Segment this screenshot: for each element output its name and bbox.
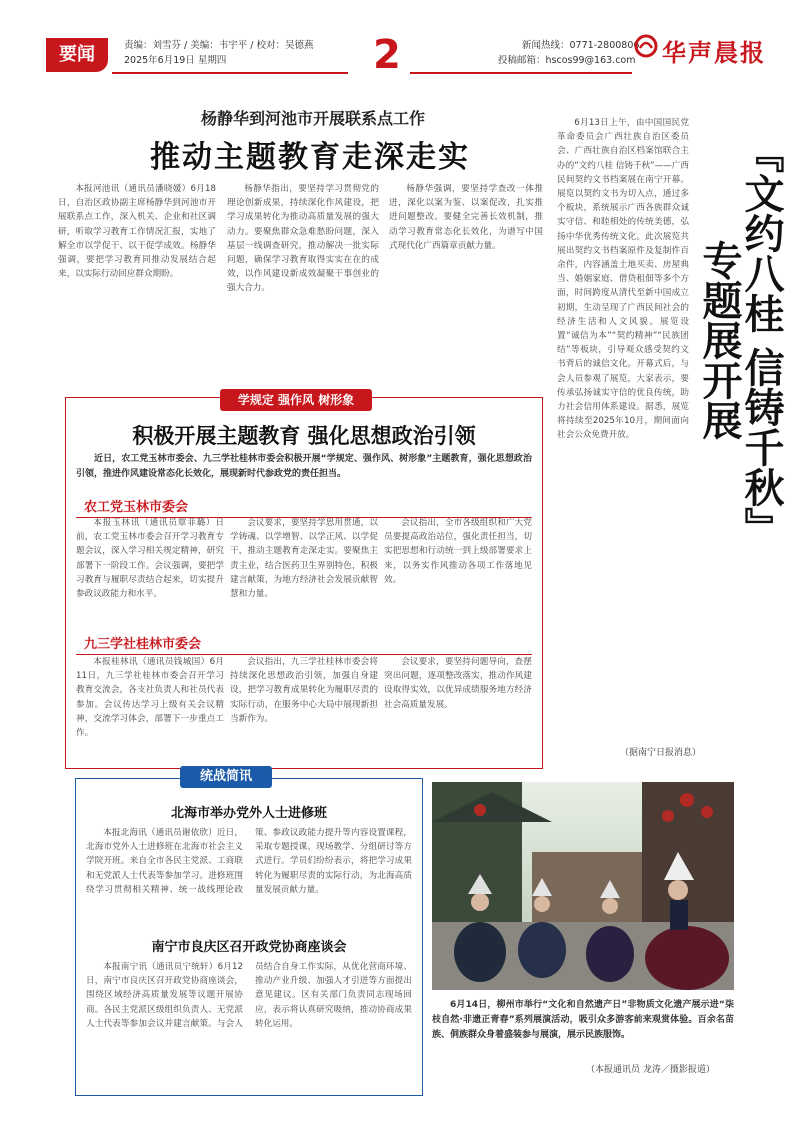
section-tag: 要闻	[46, 38, 108, 72]
theme-intro: 近日，农工党玉林市委会、九三学社桂林市委会积极开展“学规定、强作风、树形象”主题教育，强化思想政治引领，推进作风建设常态化长效化，展现新时代参政党的责任担当。	[76, 454, 532, 479]
lead-col-1: 本报河池讯（通讯员潘晓媛）6月18日，自治区政协副主席杨静华到河池市开展联系点工作，深入机关、企业和社区调研，听取学习教育工作情况汇报，实地了解全市以学促干、以干促学成效。杨静华强调，要把学习教育同推动发展结合起来，以实际行动回应群众期盼。	[58, 184, 216, 280]
unit2-col-1: 本报桂林讯（通讯员钱城国）6月11日，九三学社桂林市委会召开学习教育交流会，各支社负责人和社员代表参加。会议传达学习上级有关会议精神，交流学习体会，部署下一步重点工作。	[76, 657, 224, 739]
unit1-col-2: 会议要求，要坚持学思用贯通，以学铸魂、以学增智、以学正风、以学促干，推动主题教育走深走实。要聚焦主责主业，结合医药卫生界别特色，积极建言献策，为地方经济社会发展贡献智慧和力量。	[230, 518, 378, 600]
lead-kicker: 杨静华到河池市开展联系点工作	[200, 109, 425, 128]
date-line: 2025年6月19日 星期四	[124, 55, 227, 66]
unit2-col-3: 会议要求，要坚持问题导向，查摆突出问题，逐项整改落实，推动作风建设取得实效，以优异成绩服务地方经济社会高质量发展。	[384, 657, 532, 710]
theme-banner: 学规定 强作风 树形象	[220, 389, 372, 411]
unit1-col-1: 本报玉林讯（通讯员覃菲璐）日前，农工党玉林市委会召开学习教育专题会议，深入学习相关规定精神，研究部署下一阶段工作。会议强调，要把学习教育与履职尽责结合起来，切实提升参政议政能力和水平。	[76, 518, 224, 600]
unit1-col-3: 会议指出，全市各级组织和广大党员要提高政治站位，强化责任担当，切实把思想和行动统一到上级部署要求上来，以务实作风推动各项工作落地见效。	[384, 518, 532, 585]
unit2-header: 九三学社桂林市委会	[76, 630, 532, 655]
paper-logo-icon	[634, 34, 658, 58]
brief1-body: 本报北海讯（通讯员谢依欣）近日，北海市党外人士进修班在北海市社会主义学院开班。来自全市各民主党派、工商联和无党派人士代表等参加学习。进修班围绕学习贯彻相关精神、统一战线理论政策、参政议政能力提升等内容设置课程，采取专题授课、现场教学、分组研讨等方式进行。学员们纷纷表示，将把学习成果转化为履职尽责的实际行动，为北海高质量发展贡献力量。	[86, 828, 412, 895]
feature-title-vertical: 『文约八桂 信铸千秋』专题展开展	[696, 133, 785, 547]
email: 投稿邮箱：hscos99@163.com	[498, 55, 636, 66]
header-rule-right	[410, 72, 632, 74]
paper-name: 华声晨报	[662, 38, 766, 67]
editor-line: 责编：刘雪芬 / 美编：韦宇平 / 校对：吴德燕	[124, 40, 314, 51]
brief1-title: 北海市举办党外人士进修班	[170, 806, 327, 821]
briefs-banner: 统战简讯	[180, 766, 272, 788]
feature-body: 6月13日上午，由中国国民党革命委员会广西壮族自治区委员会、广西壮族自治区档案馆联合主办的“文约八桂 信铸千秋”——广西民间契约文书档案展在南宁开幕。展览以契约文书为切入点，通过多个板块，系统展示广西各族群众诚实守信、和睦相处的传统美德，弘扬中华优秀传统文化。此次展览共展出契约文书档案原件及复制件百余件，内容涵盖土地买卖、房屋典当、婚姻家庭、借贷租佃等多个方面，时间跨度从清代至新中国成立初期，生动呈现了广西民间社会的经济生活和人文风貌。展览设置“诚信为本”“契约精神”“民族团结”等板块，引导观众感受契约文书背后的诚信文化。开幕式后，与会人员参观了展览，大家表示，要传承弘扬诚实守信的优良传统，助力社会信用体系建设。据悉，展览将持续至2025年10月，期间面向社会公众免费开放。	[557, 118, 689, 441]
page-number: 2	[373, 32, 401, 78]
festival-photo	[432, 782, 734, 990]
feature-credit: （据南宁日报消息）	[620, 748, 702, 758]
hotline: 新闻热线：0771-2800806	[522, 40, 640, 51]
lead-col-2: 杨静华指出，要坚持学习贯彻党的理论创新成果，持续深化作风建设，把学习成果转化为推动高质量发展的强大动力。要聚焦群众急难愁盼问题，深入基层一线调查研究，推动解决一批实际问题，确保学习教育取得实实在在的成效，以作风建设新成效凝聚干事创业的强大合力。	[227, 184, 379, 294]
theme-headline: 积极开展主题教育 强化思想政治引领	[132, 424, 476, 448]
lead-headline: 推动主题教育走深走实	[150, 140, 470, 175]
unit1-header: 农工党玉林市委会	[76, 493, 532, 518]
lead-col-3: 杨静华强调，要坚持学查改一体推进，深化以案为鉴、以案促改，扎实推进问题整改。要健全完善长效机制，推动学习教育常态化长效化，为谱写中国式现代化广西篇章贡献力量。	[389, 184, 543, 251]
brief2-title: 南宁市良庆区召开政党协商座谈会	[151, 940, 347, 955]
photo-caption: 6月14日，柳州市举行“文化和自然遗产日”非物质文化遗产展示进“柒枝自然·非遗正青春”系列展演活动，吸引众多游客前来观赏体验。百余名苗族、侗族群众身着盛装参与展演，展示民族服饰。	[432, 1000, 734, 1040]
brief2-body: 本报南宁讯（通讯员宁统轩）6月12日，南宁市良庆区召开政党协商座谈会，围绕区域经济高质量发展等议题开展协商。各民主党派区级组织负责人、无党派人士代表等参加会议并建言献策。与会人员结合自身工作实际，从优化营商环境、推动产业升级、加强人才引进等方面提出意见建议。区有关部门负责同志现场回应，表示将认真研究吸纳，推动协商成果转化运用。	[86, 962, 412, 1029]
unit2-col-2: 会议指出，九三学社桂林市委会将持续深化思想政治引领，加强自身建设，把学习教育成果转化为履职尽责的实际行动，在服务中心大局中展现新担当新作为。	[230, 657, 378, 724]
header-rule-left	[112, 72, 348, 74]
photo-credit: （本报通讯员 龙涛／摄影报道）	[586, 1065, 715, 1075]
